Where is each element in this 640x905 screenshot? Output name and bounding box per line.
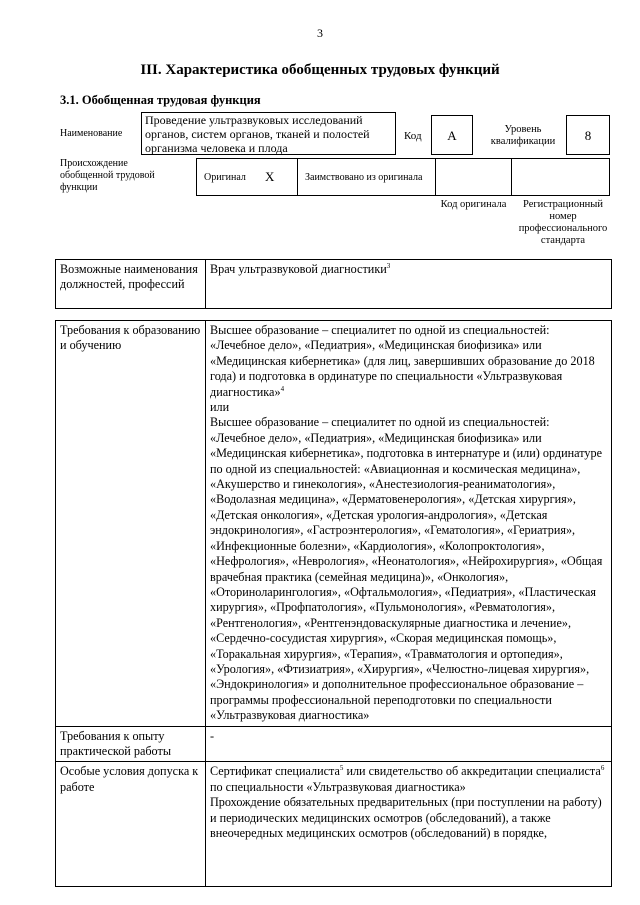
name-label: Наименование — [60, 128, 123, 139]
origin-label: Происхождение обобщенной трудовой функции — [60, 158, 155, 193]
code-label: Код — [404, 130, 422, 142]
code-original-caption: Код оригинала — [440, 199, 507, 210]
section-title: III. Характеристика обобщенных трудовых функций — [140, 62, 500, 78]
page-number: 3 — [317, 26, 323, 40]
special-text-c: по специальности «Ультразвуковая диагностика» — [210, 779, 466, 794]
footnote-3: 3 — [386, 261, 391, 270]
requirements-table — [55, 320, 612, 887]
subsection-title: 3.1. Обобщенная трудовая функция — [60, 93, 261, 107]
education-label: Требования к образованию и обучению — [56, 321, 206, 727]
positions-value: Врач ультразвуковой диагностики — [210, 262, 387, 276]
code-original-box — [435, 158, 512, 196]
reg-number-box — [511, 158, 610, 196]
code-value: А — [447, 128, 457, 143]
special-text-a: Сертификат специалиста — [210, 764, 340, 779]
experience-value: - — [206, 726, 612, 762]
special-text-b: или свидетельство об аккредитации специалиста — [343, 764, 601, 779]
special-label: Особые условия допуска к работе — [56, 762, 206, 887]
positions-table — [55, 259, 612, 309]
reg-number-caption: Регистрационный номер профессионального стандарта — [518, 199, 608, 246]
borrowed-label: Заимствовано из оригинала — [305, 172, 423, 183]
positions-label: Возможные наименования должностей, профессий — [56, 260, 206, 309]
special-text-d: Прохождение обязательных предварительных (при поступлении на работу) и периодических медицинских осмотров (обследований), а также внеочередных медицинских осмотров (обследований) в порядке, — [210, 795, 602, 840]
footnote-4: 4 — [280, 384, 285, 393]
special-cell — [206, 762, 612, 887]
original-label: Оригинал — [204, 172, 246, 183]
footnote-5: 5 — [339, 764, 344, 773]
education-cell — [206, 321, 612, 727]
level-label: Уровень квалификации — [490, 124, 556, 147]
positions-value-cell — [206, 260, 612, 309]
original-mark: Х — [265, 169, 275, 184]
level-value: 8 — [584, 128, 592, 143]
education-part2: Высшее образование – специалитет по одной из специальностей: «Лечебное дело», «Педиатрия», «Медицинская биофизика» или «Медицинская кибернетика», подготовка в интернатуре и (или) ординатуре по одной из специальностей: «Авиационная и космическая медицина», «Акушерство и гинекология», «Анестезиология-реаниматология», «Водолазная медицина», «Дерматовенерология», «Детская хирургия», «Детская онкология», «Детская урология-андрология», «Детская эндокринология», «Гастроэнтерология», «Гематология», «Гериатрия», «Инфекционные болезни», «Кардиология», «Колопроктология», «Нефрология», «Неврология», «Неонатология», «Нейрохирургия», «Общая врачебная практика (семейная медицина)», «Онкология», «Оториноларингология», «Офтальмология», «Педиатрия», «Пластическая хирургия», «Профпатология», «Пульмонология», «Ревматология», «Рентгенология», «Рентгенэндоваскулярные диагностика и лечение», «Сердечно-сосудистая хирургия», «Скорая медицинская помощь», «Торакальная хирургия», «Терапия», «Травматология и ортопедия», «Урология», «Фтизиатрия», «Хирургия», «Челюстно-лицевая хирургия», «Эндокринология» и дополнительное профессиональное образование – программы профессиональной переподготовки по специальности «Ультразвуковая диагностика» — [210, 415, 603, 723]
name-value: Проведение ультразвуковых исследований органов, систем органов, тканей и полостей организма человека и плода — [145, 113, 370, 155]
experience-label: Требования к опыту практической работы — [56, 726, 206, 762]
footnote-6: 6 — [600, 764, 605, 773]
education-or: или — [210, 400, 230, 415]
education-part1: Высшее образование – специалитет по одной из специальностей: «Лечебное дело», «Педиатрия», «Медицинская биофизика» или «Медицинская кибернетика» (для лиц, завершивших образование до 2018 года) и подготовка в ординатуре по специальности «Ультразвуковая диагностика» — [210, 323, 595, 399]
